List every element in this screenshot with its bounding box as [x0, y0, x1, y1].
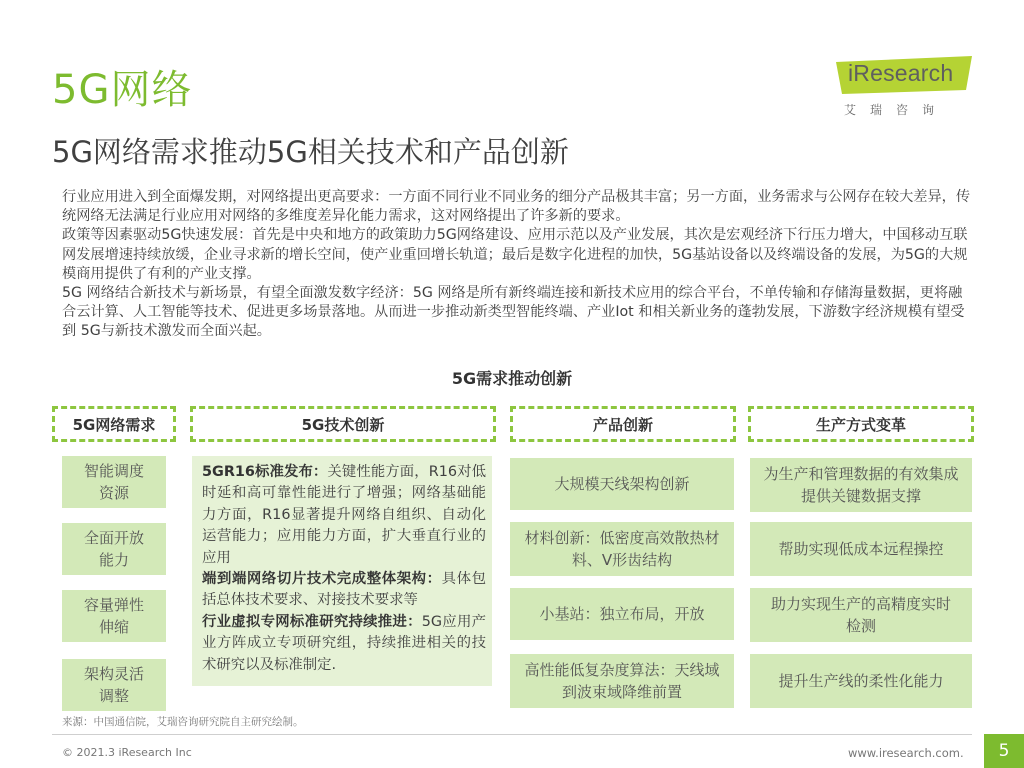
footer-divider	[52, 734, 972, 735]
intro-text	[62, 188, 974, 342]
website-link[interactable]: www.iresearch.com.	[848, 746, 964, 760]
paragraph-policy: 政策等因素驱动5G快速发展：首先是中央和地方的政策助力5G网络建设、应用示范以及产业发展，其次是宏观经济下行压力增大，中国移动互联网发展增速持续放缓，企业寻求新的增长空间，使产业重回增长轨道；最后是数字化进程的加快，5G基站设备以及终端设备的发展，为5G的大规模商用提供了有利的产业支撑。	[62, 227, 968, 282]
page-number: 5	[984, 734, 1024, 768]
diagram-title: 5G需求推动创新	[451, 369, 573, 388]
header-product-innovation: 产品创新	[510, 406, 736, 442]
tech-item-title: 5GR16标准发布：	[202, 464, 328, 480]
product-item: 大规模天线架构创新	[510, 458, 734, 510]
product-item: 材料创新：低密度高效散热材料、V形齿结构	[510, 522, 734, 576]
need-item: 架构灵活调整	[62, 659, 166, 711]
section-title: 5G网络	[52, 67, 193, 113]
paragraph-economy: 5G 网络结合新技术与新场景，有望全面激发数字经济：5G 网络是所有新终端连接和新技术应用的综合平台，不单传输和存储海量数据，更将融合云计算、人工智能等技术、促进更多场景落地。从而进一步推动新类型智能终端、产业Iot 和相关新业务的蓬勃发展，下游数字经济规模有望受到 5G与新技术激发而全面兴起。	[62, 285, 965, 340]
tech-item-title: 端到端网络切片技术完成整体架构：	[202, 571, 442, 588]
header-production-change: 生产方式变革	[748, 406, 974, 442]
product-item: 高性能低复杂度算法：天线域到波束域降维前置	[510, 654, 734, 708]
page-title: 5G网络需求推动5G相关技术和产品创新	[52, 135, 569, 169]
need-item: 智能调度资源	[62, 456, 166, 508]
tech-item-title: 行业虚拟专网标准研究持续推进：	[202, 613, 422, 630]
source-note: 来源：中国通信院，艾瑞咨询研究院自主研究绘制。	[62, 716, 304, 728]
product-item: 小基站：独立布局，开放	[510, 588, 734, 640]
tech-item-text: 5G应用产业方阵成立专项研究组，持续推进相关的技术研究以及标准制定.	[202, 613, 486, 673]
production-item: 为生产和管理数据的有效集成提供关键数据支撑	[750, 458, 972, 512]
copyright: © 2021.3 iResearch Inc	[62, 746, 192, 759]
tech-innovation-box	[192, 456, 492, 686]
production-item: 提升生产线的柔性化能力	[750, 654, 972, 708]
header-network-needs: 5G网络需求	[52, 406, 176, 442]
header-tech-innovation: 5G技术创新	[190, 406, 496, 442]
production-item: 帮助实现低成本远程操控	[750, 522, 972, 576]
need-item: 容量弹性伸缩	[62, 590, 166, 642]
need-item: 全面开放能力	[62, 523, 166, 575]
production-item: 助力实现生产的高精度实时检测	[750, 588, 972, 642]
paragraph-industry: 行业应用进入到全面爆发期，对网络提出更高要求：一方面不同行业不同业务的细分产品极其丰富；另一方面，业务需求与公网存在较大差异，传统网络无法满足行业应用对网络的多维度差异化能力需求，这对网络提出了许多新的要求。	[62, 189, 971, 225]
tech-item-text: 关键性能方面，R16对低时延和高可靠性能进行了增强；网络基础能力方面，R16显著提升网络自组织、自动化运营能力；应用能力方面，扩大垂直行业的应用	[202, 464, 487, 566]
logo-text: iResearch	[848, 60, 954, 86]
tech-item-text: 具体包括总体技术要求、对接技术要求等	[202, 571, 486, 609]
logo-subtitle: 艾瑞咨询	[844, 103, 949, 117]
iresearch-logo	[836, 56, 976, 118]
